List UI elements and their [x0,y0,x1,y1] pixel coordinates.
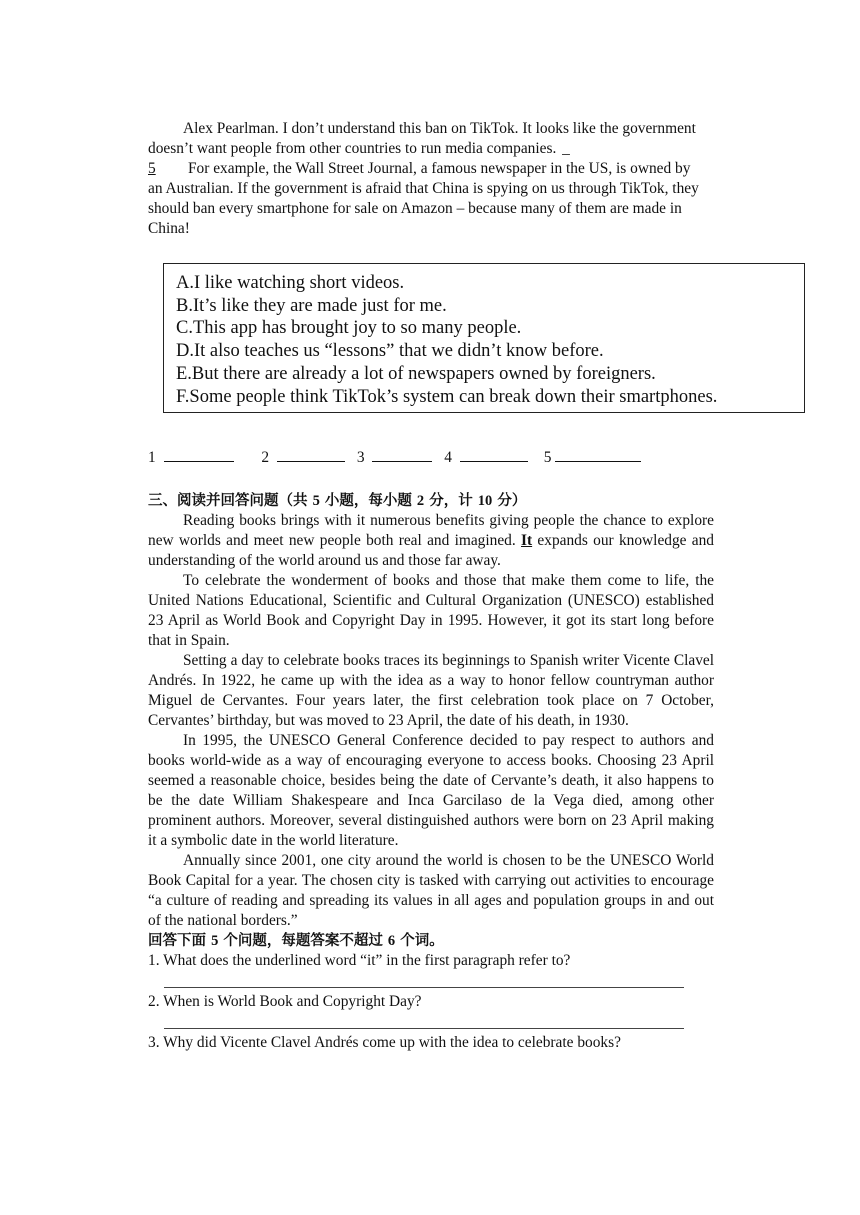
p1-text-b: expands our knowledge and understanding of the world around us and those far away. [148,532,715,569]
instr-text-c: 个词。 [395,933,444,949]
heading-num-1: 5 [312,493,320,509]
blank-label-2: 2 [261,449,270,466]
p1-text-a: Reading books brings with it numerous benefits giving people the chance to explore new worlds and meet new people both real and imagined. [148,512,714,549]
blank-mark: _ [562,140,570,157]
instr-num-1: 5 [211,933,219,949]
instr-text-a: 回答下面 [148,933,212,949]
speaker-name: Alex Pearlman. [183,120,279,137]
question-instructions [148,931,714,951]
instr-text-b: 个问题，每题答案不超过 [218,933,388,949]
heading-text-b: 小题，每小题 [319,493,417,509]
passage-text-a: I don’t understand this ban on TikTok. It looks like the government doesn’t want people from other countries to run media companies. [148,120,696,157]
blank-5: 5 [148,160,156,177]
answer-line-1[interactable] [164,967,684,988]
answer-blank-2[interactable] [277,447,345,462]
answer-blank-5[interactable] [555,447,641,462]
options-box [163,263,805,413]
heading-text-d: 分） [492,493,527,509]
option-c: C.This app has brought joy to so many people. [176,318,522,339]
answer-blanks-row [148,447,641,467]
answer-line-2[interactable] [164,1008,684,1029]
option-b: B.It’s like they are made just for me. [176,295,447,316]
answer-blank-1[interactable] [164,447,234,462]
paragraph-1 [148,511,714,571]
answer-blank-3[interactable] [372,447,432,462]
heading-text-a: 三、阅读并回答问题（共 [148,493,313,509]
passage-top [148,119,708,239]
option-d: D.It also teaches us “lessons” that we didn’t know before. [176,341,604,362]
heading-num-3: 10 [477,493,493,509]
heading-text-c: 分，计 [424,493,478,509]
paragraph-5: Annually since 2001, one city around the world is chosen to be the UNESCO World Book Capital for a year. The chosen city is tasked with carrying out activities to encourage “a culture of reading and spreading its values in all ages and population groups in and out of the national borders.” [148,852,714,929]
blank-label-3: 3 [356,449,365,466]
blank-label-1: 1 [148,449,156,466]
question-2: 2. When is World Book and Copyright Day? [148,993,422,1010]
instr-num-2: 6 [387,933,396,949]
option-e: E.But there are already a lot of newspapers owned by foreigners. [176,363,656,384]
pearlman-paragraph [148,119,708,239]
question-3: 3. Why did Vicente Clavel Andrés come up with the idea to celebrate books? [148,1034,621,1051]
paragraph-2: To celebrate the wonderment of books and those that make them come to life, the United Nations Educational, Scientific and Cultural Organization (UNESCO) established 23 April as World Book and Copyright Day in 1995. However, it got its start long before that in Spain. [148,572,714,649]
option-f: F.Some people think TikTok’s system can break down their smartphones. [176,386,718,407]
blank-label-4: 4 [444,449,452,466]
passage-text-b: For example, the Wall Street Journal, a famous newspaper in the US, is owned by an Australian. If the government is afraid that China is spying on us through TikTok, they should ban every smartphone for sale on Amazon – because many of them are made in China! [148,160,699,237]
heading-num-2: 2 [416,493,425,509]
section-3 [148,491,714,1053]
question-1: 1. What does the underlined word “it” in the first paragraph refer to? [148,952,571,969]
answer-blank-4[interactable] [460,447,528,462]
paragraph-4: In 1995, the UNESCO General Conference decided to pay respect to authors and books world-wide as a way of encouraging everyone to access books. Choosing 23 April seemed a reasonable choice, besides being the date of Cervante’s death, it also happens to be the date William Shakespeare and Inca Garcilaso de la Vega died, among other prominent authors. Moreover, several distinguished authors were born on 23 April making it a symbolic date in the world literature. [148,732,714,849]
section-heading [148,491,714,511]
underlined-it: It [521,532,533,549]
blank-label-5: 5 [543,449,552,466]
option-a: A.I like watching short videos. [176,273,405,293]
paragraph-3: Setting a day to celebrate books traces its beginnings to Spanish writer Vicente Clavel Andrés. In 1922, he came up with the idea as a way to honor fellow countryman author Miguel de Cervantes. Four years later, the first celebration took place on 7 October, Cervantes’ birthday, but was moved to 23 April, the date of his death, in 1930. [148,652,714,729]
